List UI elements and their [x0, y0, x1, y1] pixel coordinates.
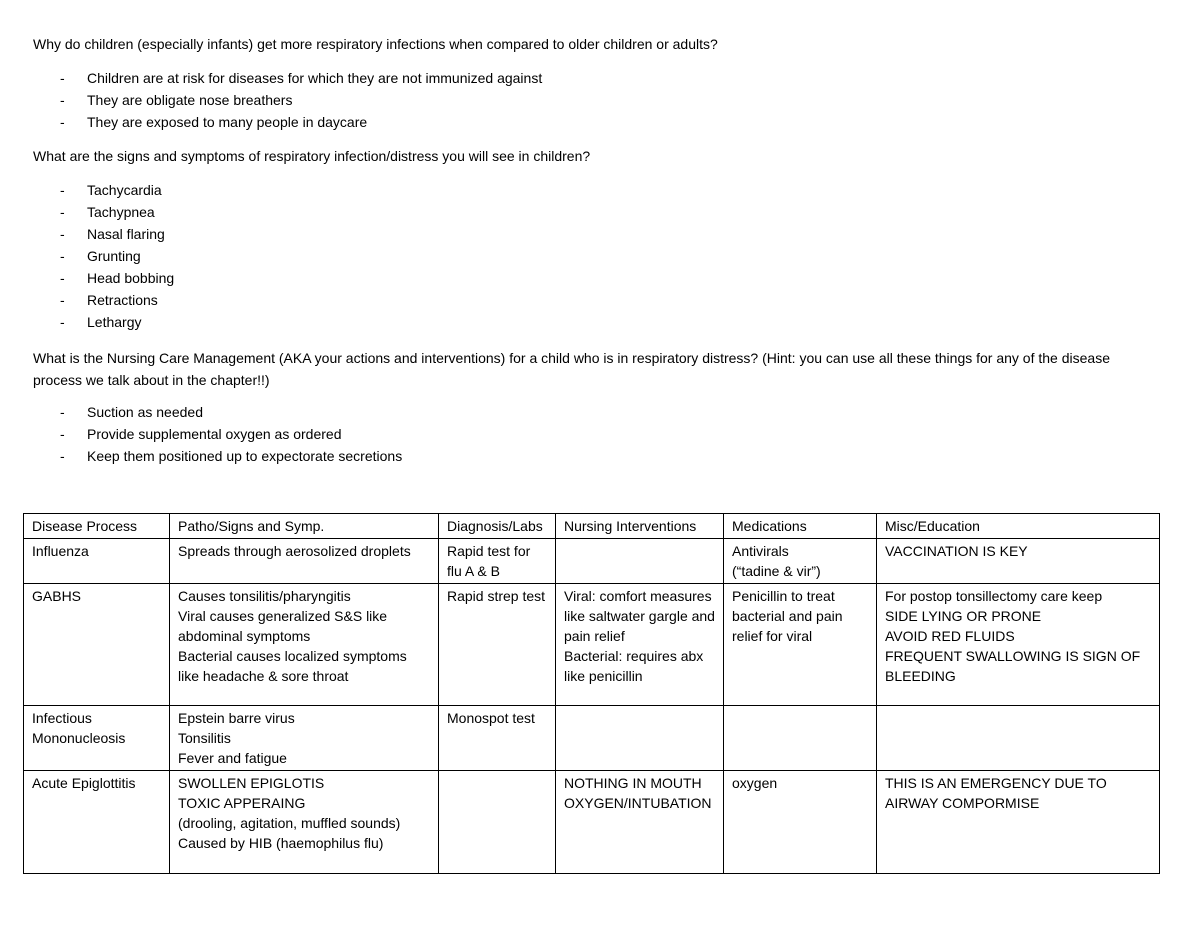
table-cell-medications	[724, 706, 877, 771]
table-cell-misc	[877, 771, 1160, 874]
cell-text: Fever and fatigue	[178, 750, 287, 766]
table-cell-nursing	[556, 539, 724, 584]
table-row	[24, 539, 1160, 584]
list-item	[33, 201, 174, 223]
cell-text: Penicillin to treat bacterial and pain relief for viral	[732, 588, 843, 644]
list-item	[33, 267, 174, 289]
cell-text: Viral: comfort measures like saltwater gargle and pain relief	[564, 588, 715, 644]
bullet-dash: -	[60, 248, 65, 264]
table-cell-patho	[170, 584, 439, 706]
cell-text: Causes tonsilitis/pharyngitis	[178, 588, 351, 604]
cell-text: (“tadine & vir”)	[732, 563, 821, 579]
cell-text: For postop tonsillectomy care keep	[885, 588, 1103, 604]
list-item-text: They are obligate nose breathers	[87, 92, 293, 108]
bullet-dash: -	[60, 182, 65, 198]
question-1: Why do children (especially infants) get more respiratory infections when compared to older children or adults?	[33, 36, 718, 52]
list-item-text: Tachycardia	[87, 182, 162, 198]
question-3: What is the Nursing Care Management (AKA your actions and interventions) for a child who is in respiratory distress? (Hint: you can use all these things for any of the disease process we talk about in the chapter!!)	[33, 350, 1110, 388]
cell-text: NOTHING IN MOUTH	[564, 775, 702, 791]
cell-text: VACCINATION IS KEY	[885, 543, 1028, 559]
table-cell-diagnosis	[439, 771, 556, 874]
list-item-text: Tachypnea	[87, 204, 155, 220]
cell-text: Bacterial causes localized symptoms like headache & sore throat	[178, 648, 407, 684]
cell-text: oxygen	[732, 775, 778, 791]
list-item	[33, 111, 542, 133]
list-item	[33, 179, 174, 201]
cell-text: Bacterial: requires abx like penicillin	[564, 648, 704, 684]
cell-text: Spreads through aerosolized droplets	[178, 543, 411, 559]
header-misc-education: Misc/Education	[877, 514, 1160, 539]
bullet-dash: -	[60, 448, 65, 464]
bullet-dash: -	[60, 70, 65, 86]
cell-text: Antivirals	[732, 543, 789, 559]
disease-table	[23, 513, 1160, 874]
table-cell-misc	[877, 539, 1160, 584]
cell-text: Epstein barre virus	[178, 710, 295, 726]
header-nursing-interventions: Nursing Interventions	[556, 514, 724, 539]
bullet-dash: -	[60, 426, 65, 442]
bullet-dash: -	[60, 92, 65, 108]
list-item	[33, 89, 542, 111]
cell-text: Acute Epiglottitis	[32, 775, 136, 791]
cell-text: FREQUENT SWALLOWING IS SIGN OF BLEEDING	[885, 648, 1141, 684]
table-body	[24, 539, 1160, 874]
cell-text: Monospot test	[447, 710, 535, 726]
table-cell-nursing	[556, 771, 724, 874]
bullet-dash: -	[60, 270, 65, 286]
bullet-dash: -	[60, 114, 65, 130]
cell-text: SIDE LYING OR PRONE	[885, 608, 1042, 624]
list-item	[33, 401, 402, 423]
table-cell-medications	[724, 771, 877, 874]
cell-text: THIS IS AN EMERGENCY DUE TO AIRWAY COMPORMISE	[885, 775, 1107, 811]
cell-text: AVOID RED FLUIDS	[885, 628, 1015, 644]
cell-text: TOXIC APPERAING	[178, 795, 306, 811]
table-cell-disease	[24, 706, 170, 771]
list-item-text: Suction as needed	[87, 404, 203, 420]
list-item-text: Head bobbing	[87, 270, 175, 286]
list-item	[33, 311, 174, 333]
list-item-text: Children are at risk for diseases for which they are not immunized against	[87, 70, 543, 86]
table-cell-disease	[24, 771, 170, 874]
bullet-dash: -	[60, 204, 65, 220]
bullet-dash: -	[60, 226, 65, 242]
cell-text: (drooling, agitation, muffled sounds)	[178, 815, 401, 831]
table-row	[24, 706, 1160, 771]
cell-text: Tonsilitis	[178, 730, 231, 746]
list-item	[33, 67, 542, 89]
table-cell-diagnosis	[439, 584, 556, 706]
list-item	[33, 423, 402, 445]
table-cell-misc	[877, 706, 1160, 771]
list-item	[33, 223, 174, 245]
table-cell-diagnosis	[439, 706, 556, 771]
bullet-dash: -	[60, 292, 65, 308]
cell-text: Rapid strep test	[447, 588, 546, 604]
list-item	[33, 445, 402, 467]
table-cell-disease	[24, 584, 170, 706]
list-item-text: Provide supplemental oxygen as ordered	[87, 426, 342, 442]
cell-text: Rapid test for flu A & B	[447, 543, 531, 579]
list-item-text: Grunting	[87, 248, 141, 264]
cell-text: Caused by HIB (haemophilus flu)	[178, 835, 384, 851]
list-item-text: Keep them positioned up to expectorate secretions	[87, 448, 403, 464]
list-item-text: Lethargy	[87, 314, 142, 330]
header-disease-process: Disease Process	[24, 514, 170, 539]
table-row	[24, 584, 1160, 706]
list-item	[33, 245, 174, 267]
header-diagnosis-labs: Diagnosis/Labs	[439, 514, 556, 539]
header-patho-signs: Patho/Signs and Symp.	[170, 514, 439, 539]
header-medications: Medications	[724, 514, 877, 539]
list-item-text: They are exposed to many people in daycare	[87, 114, 368, 130]
list-item-text: Nasal flaring	[87, 226, 165, 242]
table-cell-patho	[170, 771, 439, 874]
cell-text: Influenza	[32, 543, 89, 559]
table-cell-disease	[24, 539, 170, 584]
answer-list-2	[33, 179, 174, 333]
list-item	[33, 289, 174, 311]
list-item-text: Retractions	[87, 292, 158, 308]
answer-list-3	[33, 401, 402, 467]
cell-text: SWOLLEN EPIGLOTIS	[178, 775, 325, 791]
table-cell-patho	[170, 706, 439, 771]
question-2: What are the signs and symptoms of respiratory infection/distress you will see in children?	[33, 148, 591, 164]
table-cell-medications	[724, 584, 877, 706]
table-cell-medications	[724, 539, 877, 584]
cell-text: Viral causes generalized S&S like abdominal symptoms	[178, 608, 388, 644]
cell-text: GABHS	[32, 588, 82, 604]
bullet-dash: -	[60, 404, 65, 420]
table-cell-misc	[877, 584, 1160, 706]
cell-text: Infectious Mononucleosis	[32, 710, 126, 746]
bullet-dash: -	[60, 314, 65, 330]
table-cell-diagnosis	[439, 539, 556, 584]
table-cell-patho	[170, 539, 439, 584]
table-header-row	[24, 514, 1160, 539]
cell-text: OXYGEN/INTUBATION	[564, 795, 712, 811]
table-row	[24, 771, 1160, 874]
table-cell-nursing	[556, 584, 724, 706]
answer-list-1	[33, 67, 542, 133]
table-cell-nursing	[556, 706, 724, 771]
